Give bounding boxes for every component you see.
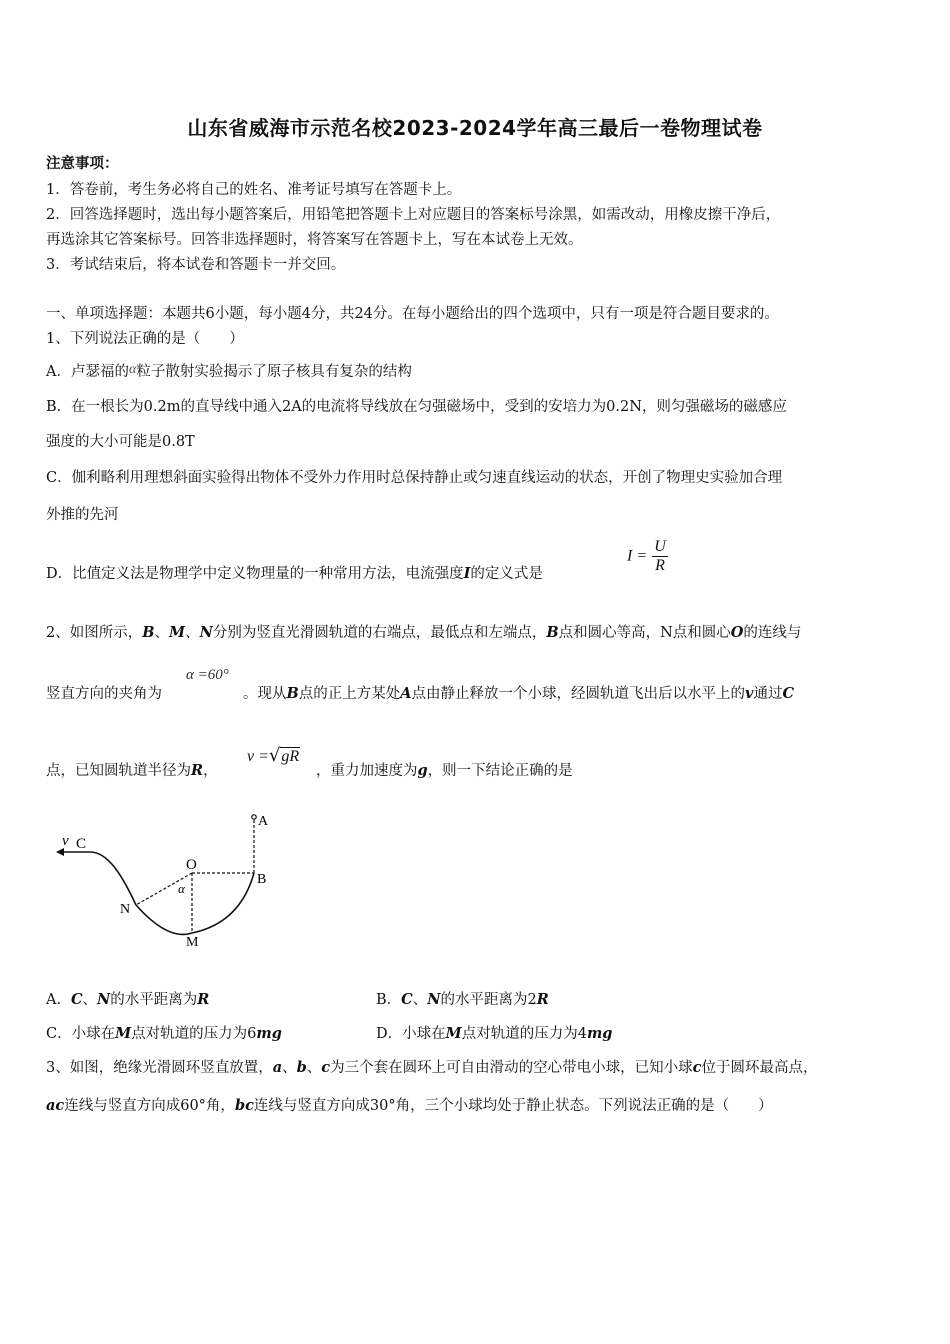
note-2a: 2．回答选择题时，选出每小题答案后，用铅笔把答题卡上对应题目的答案标号涂黑，如需改动，用橡皮擦干净后， [46, 207, 781, 223]
note-1: 1．答卷前，考生务必将自己的姓名、准考证号填写在答题卡上。 [46, 182, 462, 198]
point-a-dot [252, 815, 256, 819]
alpha-symbol: α [128, 362, 137, 377]
q2-line3-a: 点，已知圆轨道半径为R， [46, 762, 218, 779]
alpha-60-formula: α =60° [186, 667, 229, 683]
q2-line2-a: 竖直方向的夹角为 [46, 686, 162, 702]
page-title: 山东省威海市示范名校2023-2024学年高三最后一卷物理试卷 [187, 116, 763, 140]
q2-line3-b: ，重力加速度为g，则一下结论正确的是 [316, 762, 573, 779]
label-v: v [62, 833, 69, 849]
flight-path [90, 852, 136, 905]
q2-line1: 2、如图所示，B、M、N分别为竖直光滑圆轨道的右端点，最低点和左端点，B点和圆心等高，N点和圆心O的连线与 [46, 624, 802, 641]
v-sqrt-gr-formula: v =√gR [247, 745, 300, 766]
circular-track [136, 873, 254, 934]
label-a: A [258, 814, 269, 829]
q1-option-a: A．卢瑟福的α粒子散射实验揭示了原子核具有复杂的结构 [46, 362, 412, 380]
label-o: O [186, 857, 197, 873]
label-m: M [186, 935, 199, 950]
velocity-arrowhead [56, 848, 64, 856]
formula-i-u-r: I = $\frac{U}{R}$ [627, 538, 666, 574]
q1-option-b-line2: 强度的大小可能是0.8T [46, 434, 195, 450]
label-n: N [120, 902, 131, 917]
q1-option-b-line1: B．在一根长为0.2m的直导线中通入2A的电流将导线放在匀强磁场中，受到的安培力为0.2N，则匀强磁场的磁感应 [46, 399, 787, 415]
label-alpha: α [178, 881, 185, 896]
section-heading: 一、单项选择题：本题共6小题，每小题4分，共24分。在每小题给出的四个选项中，只有一项是符合题目要求的。 [46, 306, 779, 322]
track-diagram [50, 805, 290, 955]
q3-line2: ac连线与竖直方向成60°角，bc连线与竖直方向成30°角，三个小球均处于静止状态。下列说法正确的是（ ） [46, 1097, 773, 1114]
note-2b: 再选涂其它答案标号。回答非选择题时，将答案写在答题卡上，写在本试卷上无效。 [46, 232, 583, 248]
q2-line2-b: 。现从B点的正上方某处A点由静止释放一个小球，经圆轨道飞出后以水平上的v通过C [243, 685, 795, 702]
note-3: 3．考试结束后，将本试卷和答题卡一并交回。 [46, 257, 346, 273]
q2-option-a: A．C、N的水平距离为R [46, 991, 210, 1008]
label-c: C [76, 836, 87, 852]
label-b: B [257, 872, 267, 887]
q2-option-c: C．小球在M点对轨道的压力为6mg [46, 1025, 282, 1042]
notes-heading: 注意事项： [46, 155, 119, 172]
q2-option-d: D．小球在M点对轨道的压力为4mg [376, 1025, 613, 1042]
q3-line1: 3、如图，绝缘光滑圆环竖直放置，a、b、c为三个套在圆环上可自由滑动的空心带电小球，已知小球c位于圆环最高点， [46, 1059, 818, 1076]
q2-option-b: B．C、N的水平距离为2R [376, 991, 549, 1008]
q1-stem: 1、下列说法正确的是（ ） [46, 331, 244, 347]
q1-option-c-line1: C．伽利略利用理想斜面实验得出物体不受外力作用时总保持静止或匀速直线运动的状态，开创了物理史实验加合理 [46, 470, 783, 486]
q1-option-d: D．比值定义法是物理学中定义物理量的一种常用方法，电流强度I的定义式是 [46, 565, 543, 582]
q1-option-c-line2: 外推的先河 [46, 507, 119, 523]
